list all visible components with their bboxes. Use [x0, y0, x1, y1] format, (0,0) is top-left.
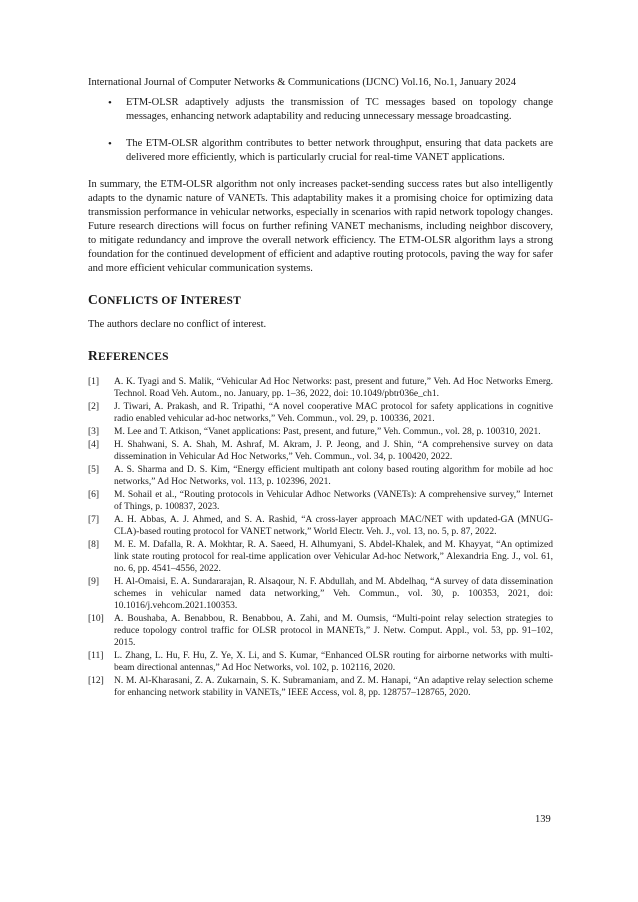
bullet-text: ETM-OLSR adaptively adjusts the transmission of TC messages based on topology change messages, enhancing network adaptability and reducing unnecessary message broadcasting.	[126, 97, 553, 122]
reference-item	[88, 576, 553, 612]
reference-number: [2]	[88, 402, 100, 412]
reference-text: A. S. Sharma and D. S. Kim, “Energy efficient multipath ant colony based routing algorithm for mobile ad hoc networks,” Ad Hoc Networks, vol. 113, p. 102396, 2021.	[114, 465, 553, 487]
reference-item	[88, 613, 553, 649]
summary-paragraph: In summary, the ETM-OLSR algorithm not only increases packet-sending success rates but also intelligently adapts to the dynamic nature of VANETs. This adaptability makes it a promising choice for optimizing data transmission performance in vehicular networks, especially in scenarios with rapid network topology changes. Future research directions will focus on further refining VANET mechanisms, including neighbor discovery, to mitigate redundancy and improve the overall network efficiency. The ETM-OLSR algorithm lays a strong foundation for the continued development of efficient and adaptive routing protocols, paving the way for safer and more efficient vehicular communication systems.	[88, 179, 553, 274]
reference-number: [5]	[88, 465, 100, 475]
bullet-item	[88, 96, 553, 124]
reference-number: [9]	[88, 577, 100, 587]
reference-item	[88, 426, 553, 438]
reference-number: [3]	[88, 427, 100, 437]
reference-text: A. Boushaba, A. Benabbou, R. Benabbou, A. Zahi, and M. Oumsis, “Multi-point relay selection strategies to reduce topology control traffic for OLSR protocol in MANETs,” J. Netw. Comput. Appl., vol. 53, pp. 91–102, 2015.	[114, 614, 553, 648]
heading-initial: R	[88, 348, 98, 363]
reference-item	[88, 675, 553, 699]
page-content	[88, 96, 553, 700]
reference-text: A. K. Tyagi and S. Malik, “Vehicular Ad Hoc Networks: past, present and future,” Veh. Ad Hoc Networks Emerg. Technol. Road Veh. Autom., no. January, pp. 1–36, 2022, doi: 10.1049/pbtr036e_ch1.	[114, 377, 553, 399]
reference-text: M. Sohail et al., “Routing protocols in Vehicular Adhoc Networks (VANETs): A comprehensive survey,” Internet of Things, p. 100837, 2023.	[114, 490, 553, 512]
bullet-text: The ETM-OLSR algorithm contributes to better network throughput, ensuring that data packets are delivered more efficiently, which is particularly crucial for real-time VANET applications.	[126, 138, 553, 163]
heading-smallcaps: EFERENCES	[97, 351, 169, 363]
bullet-item	[88, 137, 553, 165]
contribution-bullet-list	[88, 96, 553, 165]
reference-text: M. Lee and T. Atkison, “Vanet applications: Past, present, and future,” Veh. Commun., vol. 28, p. 100310, 2021.	[114, 427, 541, 437]
reference-text: J. Tiwari, A. Prakash, and R. Tripathi, “A novel cooperative MAC protocol for safety applications in cognitive radio enabled vehicular ad-hoc networks,” Veh. Commun., vol. 29, p. 100336, 2021.	[114, 402, 553, 424]
page-number: 139	[535, 814, 551, 825]
reference-item	[88, 489, 553, 513]
reference-item	[88, 650, 553, 674]
bullet-dot-icon: •	[108, 138, 112, 150]
reference-text: H. Al-Omaisi, E. A. Sundararajan, R. Alsaqour, N. F. Abdullah, and M. Abdelhaq, “A survey of data dissemination schemes in vehicular named data networking,” Veh. Commun., vol. 30, p. 100353, 2021, doi: 10.1016/j.vehcom.2021.100353.	[114, 577, 553, 611]
bullet-dot-icon: •	[108, 97, 112, 109]
reference-item	[88, 539, 553, 575]
reference-text: L. Zhang, L. Hu, F. Hu, Z. Ye, X. Li, and S. Kumar, “Enhanced OLSR routing for airborne networks with multi-beam directional antennas,” Ad Hoc Networks, vol. 102, p. 102116, 2020.	[114, 651, 553, 673]
heading-smallcaps: NTEREST	[185, 295, 242, 307]
reference-text: M. E. M. Dafalla, R. A. Mokhtar, R. A. Saeed, H. Alhumyani, S. Abdel-Khalek, and M. Khayyat, “An optimized link state routing protocol for real-time application over Vehicular Ad-hoc Network,” Alexandria Eng. J., vol. 61, no. 6, pp. 4541–4556, 2022.	[114, 540, 553, 574]
reference-list	[88, 376, 553, 699]
reference-text: A. H. Abbas, A. J. Ahmed, and S. A. Rashid, “A cross-layer approach MAC/NET with updated-GA (MNUG-CLA)-based routing protocol for VANET network,” World Electr. Veh. J., vol. 13, no. 5, p. 87, 2022.	[114, 515, 553, 537]
conflicts-heading	[88, 292, 553, 308]
reference-text: H. Shahwani, S. A. Shah, M. Ashraf, M. Akram, J. P. Jeong, and J. Shin, “A comprehensive survey on data dissemination in Vehicular Ad Hoc Networks,” Veh. Commun., vol. 34, p. 100420, 2022.	[114, 440, 553, 462]
reference-number: [8]	[88, 540, 100, 550]
reference-number: [7]	[88, 515, 100, 525]
running-header: International Journal of Computer Networks & Communications (IJCNC) Vol.16, No.1, January 2024	[88, 77, 517, 88]
references-heading	[88, 348, 553, 364]
reference-item	[88, 514, 553, 538]
reference-number: [6]	[88, 490, 100, 500]
reference-item	[88, 401, 553, 425]
reference-text: N. M. Al-Kharasani, Z. A. Zukarnain, S. K. Subramaniam, and Z. M. Hanapi, “An adaptive relay selection scheme for enhancing network stability in VANETs,” IEEE Access, vol. 8, pp. 128757–128765, 2020.	[114, 676, 553, 698]
heading-initial: C	[88, 292, 98, 307]
reference-item	[88, 376, 553, 400]
reference-number: [4]	[88, 440, 100, 450]
reference-number: [11]	[88, 651, 104, 661]
reference-number: [1]	[88, 377, 100, 387]
reference-number: [10]	[88, 614, 104, 624]
heading-initial: I	[180, 292, 186, 307]
conflicts-statement: The authors declare no conflict of interest.	[88, 319, 267, 330]
reference-item	[88, 439, 553, 463]
heading-smallcaps: ONFLICTS OF	[97, 295, 181, 307]
reference-number: [12]	[88, 676, 104, 686]
reference-item	[88, 464, 553, 488]
